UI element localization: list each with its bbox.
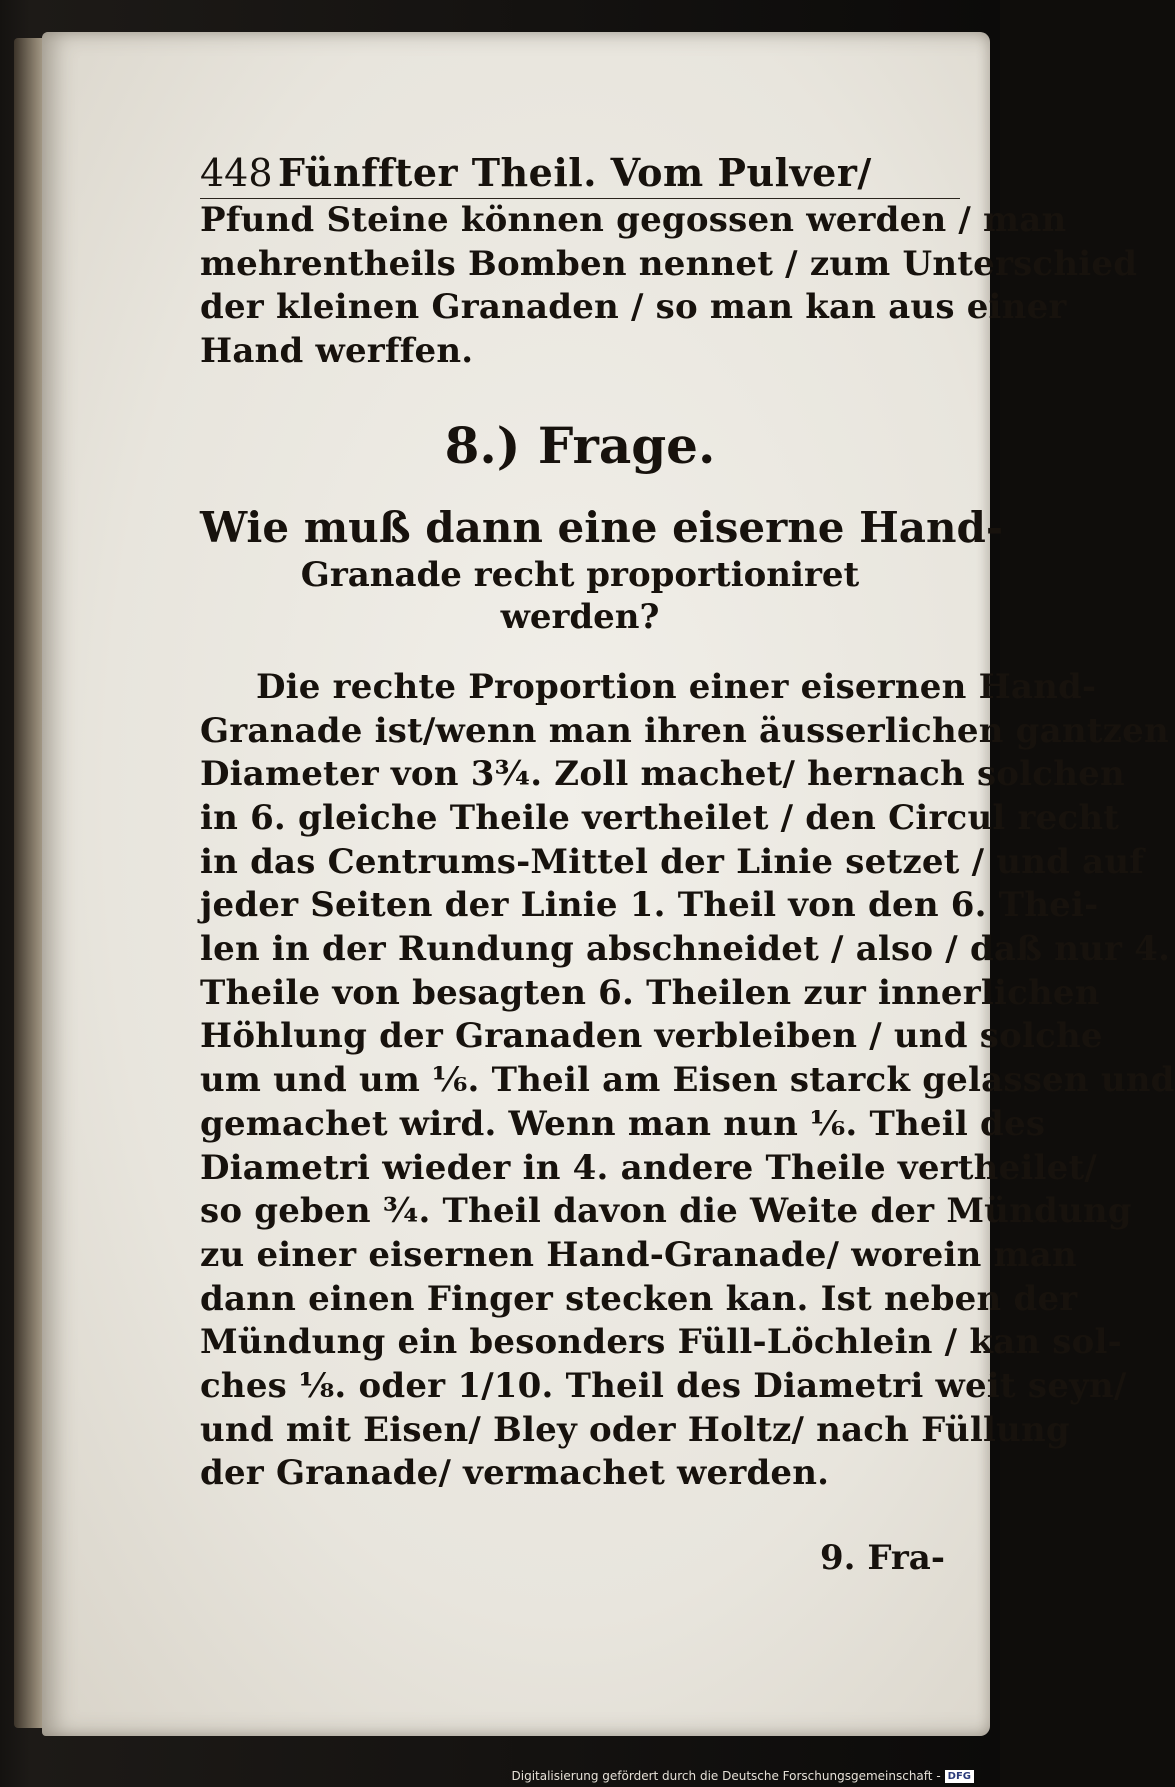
- question-title: [200, 502, 1004, 638]
- text-line: und mit Eisen/ Bley oder Holtz/ nach Füllung: [200, 1409, 1070, 1450]
- catchword: 9. Fra-: [820, 1538, 945, 1578]
- text-line: in das Centrums-Mittel der Linie setzet / und auf: [200, 841, 1145, 882]
- question-title-line: werden?: [500, 596, 660, 637]
- text-line: Diameter von 3¾. Zoll machet/ hernach solchen: [200, 754, 1125, 795]
- text-line: Hand werffen.: [200, 331, 474, 372]
- question-heading: 8.) Frage.: [444, 415, 716, 475]
- text-line: ches ⅛. oder 1/10. Theil des Diametri weit seyn/: [200, 1366, 1127, 1407]
- dfg-logo: DFG: [945, 1770, 974, 1783]
- text-line: len in der Rundung abschneidet / also / daß nur 4.: [200, 929, 1171, 970]
- running-head: [200, 150, 960, 199]
- text-line: Höhlung der Granaden verbleiben / und solche: [200, 1016, 1103, 1057]
- text-line: jeder Seiten der Linie 1. Theil von den 6. Thei-: [200, 885, 1099, 926]
- text-line: der Granade/ vermachet werden.: [200, 1453, 830, 1494]
- text-line: der kleinen Granaden / so man kan aus einer: [200, 287, 1067, 328]
- text-line: Pfund Steine können gegossen werden / man: [200, 200, 1067, 240]
- text-line: Mündung ein besonders Füll-Löchlein / kan sol-: [200, 1322, 1122, 1363]
- page-number: 448: [200, 151, 273, 195]
- question-title-line: Granade recht proportioniret: [300, 554, 860, 595]
- carryover-paragraph: [200, 199, 1138, 374]
- digitization-credit: [512, 1769, 975, 1783]
- text-line: in 6. gleiche Theile vertheilet / den Circul recht: [200, 797, 1120, 838]
- text-line: mehrentheils Bomben nennet / zum Unterschied: [200, 243, 1138, 284]
- text-line: dann einen Finger stecken kan. Ist neben der: [200, 1278, 1078, 1319]
- text-line: Die rechte Proportion einer eisernen Hand-: [256, 666, 1097, 707]
- credit-text: Digitalisierung gefördert durch die Deutsche Forschungsgemeinschaft -: [511, 1769, 941, 1783]
- text-line: Granade ist/wenn man ihren äusserlichen gantzen: [200, 710, 1169, 751]
- text-line: um und um ⅙. Theil am Eisen starck gelassen und: [200, 1060, 1175, 1101]
- page-text-block: [200, 150, 1175, 1496]
- answer-paragraph: [200, 666, 1175, 1496]
- text-line: Diametri wieder in 4. andere Theile vertheilet/: [200, 1147, 1098, 1188]
- question-title-line: Wie muß dann eine eiserne Hand-: [200, 502, 1004, 552]
- text-line: so geben ¾. Theil davon die Weite der Mündung: [200, 1191, 1132, 1232]
- running-title: Fünffter Theil. Vom Pulver/: [278, 150, 872, 195]
- text-line: gemachet wird. Wenn man nun ⅙. Theil des: [200, 1103, 1046, 1144]
- text-line: Theile von besagten 6. Theilen zur innerlichen: [200, 972, 1100, 1013]
- text-line: zu einer eisernen Hand-Granade/ worein man: [200, 1234, 1077, 1275]
